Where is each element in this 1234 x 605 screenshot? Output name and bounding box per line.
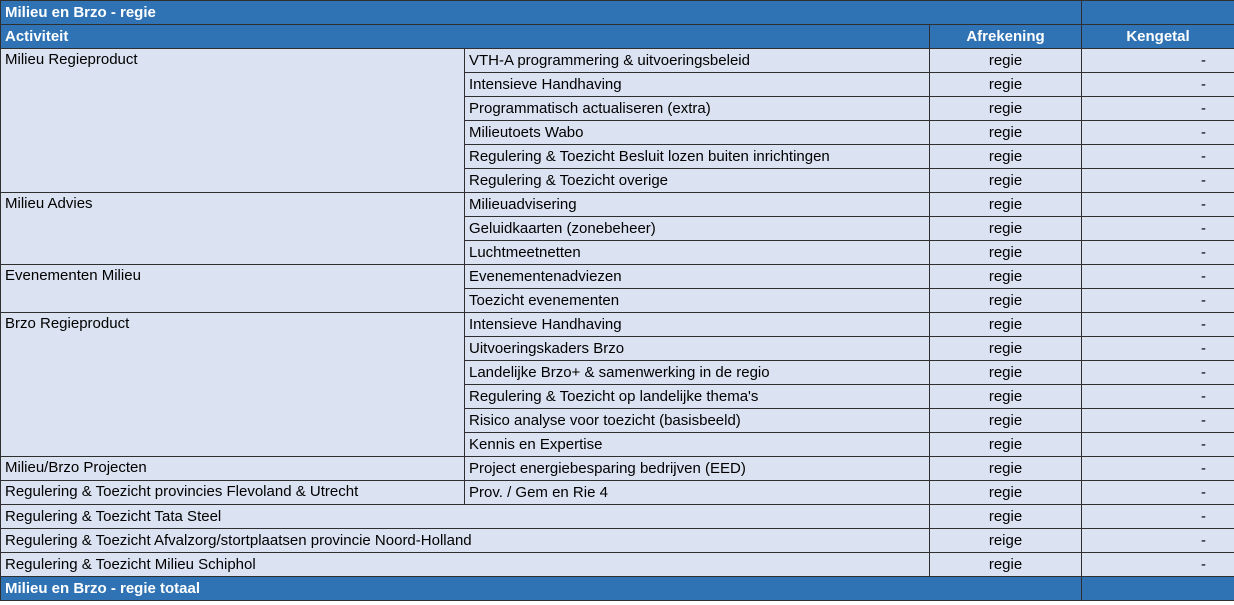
sub-activity: Milieutoets Wabo <box>465 121 930 145</box>
sub-activity: Intensieve Handhaving <box>465 73 930 97</box>
afrekening-cell: regie <box>930 145 1082 169</box>
afrekening-cell: regie <box>930 169 1082 193</box>
sub-activity: Programmatisch actualiseren (extra) <box>465 97 930 121</box>
afrekening-cell: regie <box>930 289 1082 313</box>
activity-name: Regulering & Toezicht Milieu Schiphol <box>1 553 930 577</box>
column-header-activiteit: Activiteit <box>1 25 930 49</box>
sub-activity: Geluidkaarten (zonebeheer) <box>465 217 930 241</box>
afrekening-cell: regie <box>930 553 1082 577</box>
kengetal-cell: - <box>1082 553 1234 577</box>
activity-group-name: Brzo Regieproduct <box>1 313 465 457</box>
afrekening-cell: regie <box>930 73 1082 97</box>
kengetal-cell: - <box>1082 217 1234 241</box>
title-row <box>1 1 1234 25</box>
kengetal-cell: - <box>1082 169 1234 193</box>
column-header-afrekening: Afrekening <box>930 25 1082 49</box>
afrekening-cell: regie <box>930 193 1082 217</box>
afrekening-cell: regie <box>930 313 1082 337</box>
afrekening-cell: regie <box>930 121 1082 145</box>
kengetal-cell: - <box>1082 337 1234 361</box>
table-row <box>1 481 1234 505</box>
kengetal-cell: - <box>1082 409 1234 433</box>
table-row <box>1 553 1234 577</box>
afrekening-cell: regie <box>930 337 1082 361</box>
afrekening-cell: regie <box>930 241 1082 265</box>
sub-activity: Intensieve Handhaving <box>465 313 930 337</box>
table-row <box>1 193 1234 217</box>
sub-activity: Kennis en Expertise <box>465 433 930 457</box>
table-row <box>1 529 1234 553</box>
afrekening-cell: regie <box>930 505 1082 529</box>
table-row <box>1 49 1234 73</box>
activity-group-name: Milieu/Brzo Projecten <box>1 457 465 481</box>
afrekening-cell: regie <box>930 385 1082 409</box>
total-label: Milieu en Brzo - regie totaal <box>1 577 1082 601</box>
afrekening-cell: regie <box>930 433 1082 457</box>
kengetal-cell: - <box>1082 49 1234 73</box>
activity-name: Regulering & Toezicht Afvalzorg/stortplaatsen provincie Noord-Holland <box>1 529 930 553</box>
kengetal-cell: - <box>1082 97 1234 121</box>
table-row <box>1 265 1234 289</box>
kengetal-cell: - <box>1082 481 1234 505</box>
kengetal-cell: - <box>1082 433 1234 457</box>
kengetal-cell: - <box>1082 313 1234 337</box>
kengetal-cell: - <box>1082 73 1234 97</box>
kengetal-cell: - <box>1082 265 1234 289</box>
column-header-kengetal: Kengetal <box>1082 25 1234 49</box>
kengetal-cell: - <box>1082 505 1234 529</box>
kengetal-cell: - <box>1082 241 1234 265</box>
sub-activity: Uitvoeringskaders Brzo <box>465 337 930 361</box>
table-row <box>1 313 1234 337</box>
kengetal-cell: - <box>1082 361 1234 385</box>
activity-group-name: Regulering & Toezicht provincies Flevoland & Utrecht <box>1 481 465 505</box>
afrekening-cell: regie <box>930 481 1082 505</box>
afrekening-cell: regie <box>930 361 1082 385</box>
sub-activity: Regulering & Toezicht overige <box>465 169 930 193</box>
afrekening-cell: regie <box>930 457 1082 481</box>
kengetal-cell: - <box>1082 121 1234 145</box>
table-row <box>1 457 1234 481</box>
activity-name: Regulering & Toezicht Tata Steel <box>1 505 930 529</box>
afrekening-cell: reige <box>930 529 1082 553</box>
kengetal-cell: - <box>1082 145 1234 169</box>
afrekening-cell: regie <box>930 265 1082 289</box>
afrekening-cell: regie <box>930 217 1082 241</box>
sub-activity: Landelijke Brzo+ & samenwerking in de regio <box>465 361 930 385</box>
kengetal-cell: - <box>1082 529 1234 553</box>
activity-group-name: Evenementen Milieu <box>1 265 465 313</box>
table-row <box>1 505 1234 529</box>
afrekening-cell: regie <box>930 49 1082 73</box>
activity-group-name: Milieu Regieproduct <box>1 49 465 193</box>
kengetal-cell: - <box>1082 385 1234 409</box>
sub-activity: Prov. / Gem en Rie 4 <box>465 481 930 505</box>
kengetal-cell: - <box>1082 457 1234 481</box>
sub-activity: Evenementenadviezen <box>465 265 930 289</box>
title-row-empty-cell <box>1082 1 1234 25</box>
kengetal-cell: - <box>1082 289 1234 313</box>
activity-group-name: Milieu Advies <box>1 193 465 265</box>
table-title: Milieu en Brzo - regie <box>1 1 1082 25</box>
afrekening-cell: regie <box>930 97 1082 121</box>
sub-activity: Luchtmeetnetten <box>465 241 930 265</box>
total-row <box>1 577 1234 601</box>
sub-activity: Regulering & Toezicht Besluit lozen buiten inrichtingen <box>465 145 930 169</box>
afrekening-cell: regie <box>930 409 1082 433</box>
sub-activity: Regulering & Toezicht op landelijke thema's <box>465 385 930 409</box>
column-header-row <box>1 25 1234 49</box>
sub-activity: Milieuadvisering <box>465 193 930 217</box>
sub-activity: Project energiebesparing bedrijven (EED) <box>465 457 930 481</box>
total-value <box>1082 577 1234 601</box>
sub-activity: Toezicht evenementen <box>465 289 930 313</box>
kengetal-cell: - <box>1082 193 1234 217</box>
sub-activity: Risico analyse voor toezicht (basisbeeld) <box>465 409 930 433</box>
sub-activity: VTH-A programmering & uitvoeringsbeleid <box>465 49 930 73</box>
